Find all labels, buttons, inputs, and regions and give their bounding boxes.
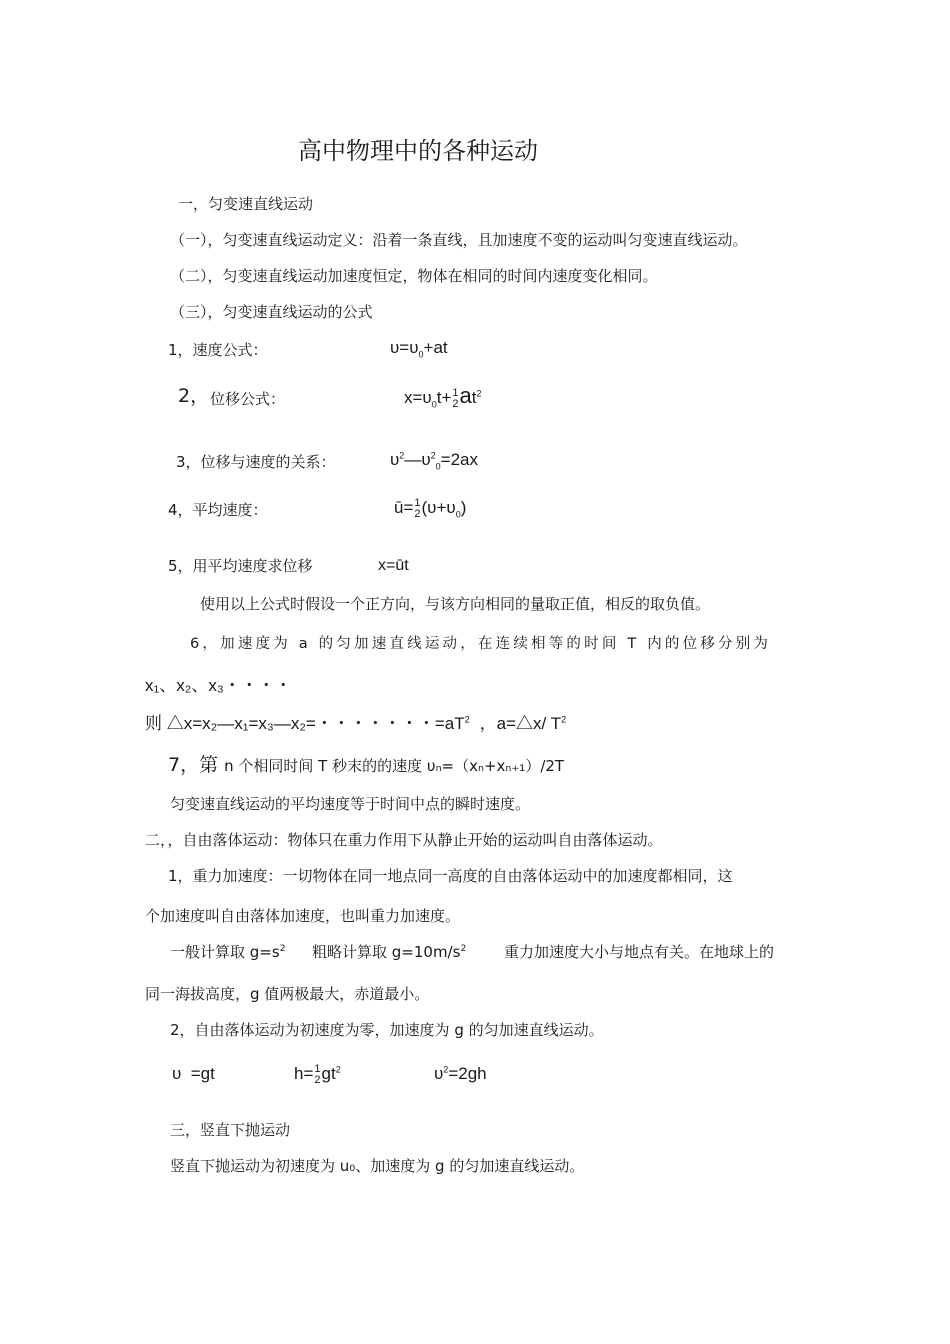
section-heading: 三，竖直下抛运动	[170, 1121, 291, 1139]
formula-number: 2，	[178, 385, 210, 407]
paragraph: （三），匀变速直线运动的公式	[170, 303, 373, 321]
item-6-formula: 则 △x=x₂—x₁=x₃—x₂=・・・・・・・$=aT^2$ ，a=△x/ $T^2$	[145, 714, 567, 733]
summary: 匀变速直线运动的平均速度等于时间中点的瞬时速度。	[170, 795, 531, 813]
formula-label: 3，位移与速度的关系：	[176, 453, 336, 471]
note: 使用以上公式时假设一个正方向，与该方向相同的量取正值，相反的取负值。	[200, 595, 711, 613]
page-title: 高中物理中的各种运动	[298, 137, 538, 165]
free-fall-velocity-formula: υ =gt	[172, 1064, 215, 1083]
section-heading: 二，，自由落体运动：物体只在重力作用下从静止开始的运动叫自由落体运动。	[145, 831, 663, 849]
average-velocity-formula: ū= 1 2 $(\upsilon+\upsilon_0)$	[394, 496, 467, 520]
average-velocity-displacement-formula: x=ūt	[378, 557, 409, 574]
item-6-sequence: x₁、x₂、x₃・・・・	[145, 676, 292, 695]
formula-label: 4，平均速度：	[168, 501, 268, 519]
paragraph: （一），匀变速直线运动定义：沿着一条直线，且加速度不变的运动叫匀变速直线运动。	[170, 231, 748, 249]
calc-rough: 粗略计算取 $g=10m/s^2$	[312, 943, 467, 961]
formula-label: 位移公式：	[210, 390, 286, 408]
paragraph: 重力加速度大小与地点有关。在地球上的	[504, 943, 775, 961]
free-fall-velocity-height-formula: $\upsilon^2=2gh$	[434, 1064, 487, 1083]
paragraph: 1，重力加速度：一切物体在同一地点同一高度的自由落体运动中的加速度都相同，这	[168, 867, 733, 885]
paragraph: 个加速度叫自由落体加速度，也叫重力加速度。	[145, 907, 461, 925]
paragraph: 2，自由落体运动为初速度为零，加速度为 g 的匀加速直线运动。	[170, 1021, 604, 1039]
item-6-text: 6，加速度为 a 的匀加速直线运动，在连续相等的时间 T 内的位移分别为	[190, 636, 772, 652]
formula-label: 5，用平均速度求位移	[168, 557, 313, 575]
formula-label: 1，速度公式：	[168, 341, 268, 359]
velocity-displacement-formula: $\upsilon^2—\upsilon^2_0=2ax$	[390, 450, 478, 472]
calc-approx: 一般计算取 $g=s^2$	[170, 943, 286, 961]
displacement-formula: $x=\upsilon_0t+$ 1 2 $at^2$	[404, 383, 482, 410]
paragraph: （二），匀变速直线运动加速度恒定，物体在相同的时间内速度变化相同。	[170, 267, 658, 285]
paragraph: 同一海拔高度，g 值两极最大，赤道最小。	[145, 985, 430, 1003]
item-7: 7，第 n 个相同时间 T 秒末的的速度 υₙ=（xₙ+xₙ₊₁）/2T	[168, 754, 565, 776]
free-fall-height-formula: h= 1 2 $gt^2$	[294, 1062, 341, 1086]
paragraph: 竖直下抛运动为初速度为 u₀、加速度为 g 的匀加速直线运动。	[170, 1157, 585, 1175]
velocity-formula: $\upsilon=\upsilon_0+at$	[390, 338, 448, 360]
section-heading: 一，匀变速直线运动	[178, 195, 314, 213]
